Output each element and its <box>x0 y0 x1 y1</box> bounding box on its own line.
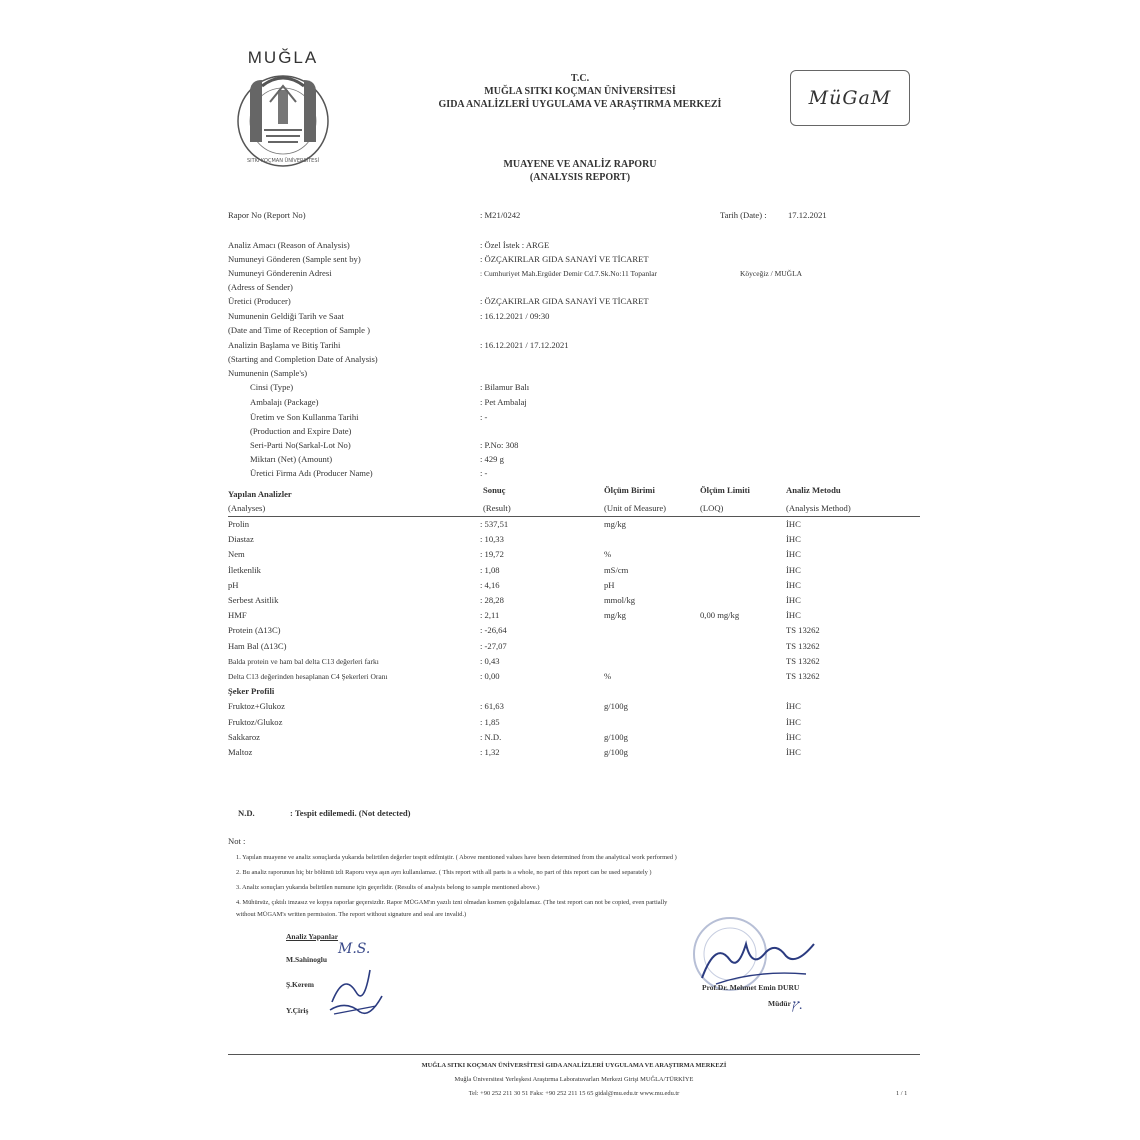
cell-analysis: Ham Bal (Δ13C) <box>228 640 287 651</box>
cell-method: İHC <box>786 579 801 590</box>
cell-result: : N.D. <box>480 731 502 742</box>
cell-unit: mg/kg <box>604 519 626 529</box>
cell-analysis: Sakkaroz <box>228 731 260 742</box>
cell-method: İHC <box>786 747 801 757</box>
sample-label: Cinsi (Type) <box>250 382 294 392</box>
nd-label: N.D. <box>238 808 255 818</box>
table-header-loq-en: (LOQ) <box>700 503 724 513</box>
cell-result: : 28,28 <box>480 595 504 605</box>
table-header-method-en: (Analysis Method) <box>786 503 851 513</box>
header-tc: T.C. <box>570 73 590 84</box>
table-header-analysis: Yapılan Analizler <box>228 489 292 499</box>
cell-method: İHC <box>786 610 801 621</box>
report-date-value: 17.12.2021 <box>788 210 827 220</box>
cell-method: İHC <box>786 534 801 545</box>
cell-result: : -26,64 <box>480 625 507 636</box>
sample-value: : Bilamur Balı <box>480 382 530 392</box>
director-initial-mark: ץ. <box>792 998 803 1013</box>
analyst-name: Ş.Kerem <box>286 980 314 989</box>
cell-analysis: İletkenlik <box>228 564 261 575</box>
sample-value: : Pet Ambalaj <box>480 397 527 407</box>
cell-result: : 61,63 <box>480 701 504 712</box>
cell-analysis: Nem <box>228 549 245 560</box>
analyst-name: M.Sahinoglu <box>286 955 328 964</box>
table-header-loq: Ölçüm Limiti <box>700 485 750 495</box>
cell-analysis: Maltoz <box>228 747 253 757</box>
report-title-tr: MUAYENE VE ANALİZ RAPORU <box>503 159 657 170</box>
sample-label: Ambalajı (Package) <box>250 397 319 407</box>
cell-analysis: Balda protein ve ham bal delta C13 değerleri farkı <box>228 656 379 666</box>
footer-line2: Muğla Üniversitesi Yerleşkesi Araştırma Laboratuvarları Merkezi Girişi MUĞLA/TÜRKİYE <box>454 1076 694 1083</box>
cell-analysis: Serbest Asitlik <box>228 595 279 605</box>
info-label: Numunenin Geldiği Tarih ve Saat <box>228 311 344 321</box>
cell-loq: 0,00 mg/kg <box>700 610 740 621</box>
header-block <box>380 72 780 111</box>
table-header-method: Analiz Metodu <box>786 485 841 495</box>
cell-analysis: Prolin <box>228 519 250 529</box>
note-item: 3. Analiz sonuçları yukarıda belirtilen numune için geçerlidir. (Results of analysis belong to sample mentioned above.) <box>236 884 540 891</box>
sample-value: : - <box>480 412 488 422</box>
sample-label: Üretim ve Son Kullanma Tarihi <box>250 412 359 422</box>
report-no-value: : M21/0242 <box>480 210 521 220</box>
info-label: (Starting and Completion Date of Analysis) <box>228 354 378 364</box>
svg-text:SITKI KOÇMAN ÜNİVERSİTESİ: SITKI KOÇMAN ÜNİVERSİTESİ <box>247 158 319 164</box>
cell-method: TS 13262 <box>786 625 820 636</box>
info-label: (Date and Time of Reception of Sample ) <box>228 325 371 335</box>
sample-label: (Production and Expire Date) <box>250 426 352 436</box>
university-logo <box>228 44 338 174</box>
cell-result: : 537,51 <box>480 519 509 529</box>
report-title <box>380 158 780 184</box>
cell-result: : 1,32 <box>480 747 500 757</box>
table-header-result: Sonuç <box>483 485 506 495</box>
analysts-title: Analiz Yapanlar <box>286 932 339 941</box>
cell-result: : -27,07 <box>480 640 507 651</box>
table-header-result-en: (Result) <box>483 503 511 513</box>
page-number: 1 / 1 <box>896 1090 908 1097</box>
footer-line1: MUĞLA SITKI KOÇMAN ÜNİVERSİTESİ GIDA ANALİZLERİ UYGULAMA VE ARAŞTIRMA MERKEZİ <box>421 1062 727 1069</box>
cell-result: : 0,43 <box>480 655 500 666</box>
info-label: Analizin Başlama ve Bitiş Tarihi <box>228 340 341 350</box>
nd-text: : Tespit edilemedi. (Not detected) <box>290 808 411 818</box>
note-item: 4. Mühürsüz, çıktılı imzasız ve kopya raporlar geçersizdir. Rapor MÜGAM'ın yazılı izni olmadan kısmen çoğaltılamaz. (The test report can not be copied, even partially <box>236 899 668 906</box>
cell-analysis: Şeker Profili <box>228 686 275 697</box>
cell-method: İHC <box>786 549 801 560</box>
director-name: Prof.Dr. Mehmet Emin DURU <box>702 983 800 992</box>
cell-unit: % <box>604 549 612 560</box>
cell-analysis: pH <box>228 579 239 590</box>
cell-unit: g/100g <box>604 731 628 742</box>
table-header-unit: Ölçüm Birimi <box>604 485 655 495</box>
cell-result: : 4,16 <box>480 579 500 590</box>
footer-rule <box>228 1054 920 1055</box>
cell-method: İHC <box>786 519 801 529</box>
cell-analysis: HMF <box>228 610 247 621</box>
cell-method: TS 13262 <box>786 655 820 666</box>
note-item: 2. Bu analiz raporunun hiç bir bölümü izli Raporu veya aşın ayrı kullanılamaz. ( This report with all parts is a whole, no part of this report can be used separately ) <box>236 869 652 876</box>
info-label: Üretici (Producer) <box>228 296 291 306</box>
analyst-initials: M.S. <box>338 941 371 957</box>
cell-method: İHC <box>786 701 801 712</box>
cell-result: : 10,33 <box>480 534 504 545</box>
info-label: (Adress of Sender) <box>228 282 293 292</box>
cell-method: TS 13262 <box>786 640 820 651</box>
analyst-name: Y.Çiriş <box>286 1006 309 1015</box>
cell-method: İHC <box>786 595 801 605</box>
info-label: Numunenin (Sample's) <box>228 368 308 378</box>
footer-line3: Tel: +90 252 211 30 51 Faks: +90 252 211 15 65 gidal@mu.edu.tr www.mu.edu.tr <box>468 1090 680 1097</box>
table-header-unit-en: (Unit of Measure) <box>604 503 667 513</box>
cell-method: İHC <box>786 564 801 575</box>
cell-unit: mS/cm <box>604 564 629 575</box>
cell-result: : 1,85 <box>480 716 500 727</box>
cell-method: TS 13262 <box>786 671 820 681</box>
cell-analysis: Fruktoz+Glukoz <box>228 701 285 712</box>
info-value: : Cumhuriyet Mah.Ergüder Demir Cd.7.Sk.No:11 Topanlar <box>480 269 658 278</box>
cell-analysis: Protein (Δ13C) <box>228 625 281 636</box>
cell-unit: pH <box>604 579 615 590</box>
cell-result: : 0,00 <box>480 671 500 681</box>
header-university: MUĞLA SITKI KOÇMAN ÜNİVERSİTESİ <box>484 86 676 97</box>
note-item: without MÜGAM's written permission. The report without signature and seal are invalid.) <box>236 911 467 918</box>
cell-method: İHC <box>786 716 801 727</box>
sample-label: Seri-Parti No(Sarkal-Lot No) <box>250 440 351 450</box>
cell-unit: mg/kg <box>604 610 626 621</box>
report-title-en: (ANALYSIS REPORT) <box>529 172 631 183</box>
cell-analysis: Diastaz <box>228 534 254 545</box>
cell-unit: g/100g <box>604 701 628 712</box>
sample-value: : - <box>480 468 488 478</box>
sample-value: : P.No: 308 <box>480 440 519 450</box>
cell-result: : 19,72 <box>480 549 504 560</box>
info-value-extra: Köyceğiz / MUĞLA <box>740 269 803 278</box>
table-header-analysis-en: (Analyses) <box>228 503 266 513</box>
director-role: Müdür <box>768 999 791 1008</box>
cell-analysis: Delta C13 değerinden hesaplanan C4 Şekerleri Oranı <box>228 672 388 681</box>
director-signature-icon <box>696 930 826 990</box>
sample-label: Üretici Firma Adı (Producer Name) <box>250 468 373 478</box>
info-value: : 16.12.2021 / 09:30 <box>480 311 550 321</box>
analyst-signature-icon <box>326 962 386 1020</box>
info-value: : Özel İstek : ARGE <box>480 240 550 250</box>
info-label: Numuneyi Gönderenin Adresi <box>228 268 332 278</box>
cell-result: : 2,11 <box>480 610 500 621</box>
header-center: GIDA ANALİZLERİ UYGULAMA VE ARAŞTIRMA MERKEZİ <box>438 99 722 110</box>
cell-unit: mmol/kg <box>604 595 636 605</box>
note-item: 1. Yapılan muayene ve analiz sonuçlarda yukarıda belirtilen değerler tespit edilmiştir. ( Above mentioned values have been determined from the analytical work performed ) <box>236 854 677 861</box>
sample-label: Miktarı (Net) (Amount) <box>250 454 333 464</box>
cell-result: : 1,08 <box>480 564 500 575</box>
cell-unit: g/100g <box>604 747 628 757</box>
sample-value: : 429 g <box>480 454 504 464</box>
report-date-label: Tarih (Date) : <box>720 210 767 220</box>
info-label: Analiz Amacı (Reason of Analysis) <box>228 240 350 250</box>
cell-method: İHC <box>786 731 801 742</box>
report-no-label: Rapor No (Report No) <box>228 210 306 220</box>
info-label: Numuneyi Gönderen (Sample sent by) <box>228 254 361 264</box>
mugam-logo <box>790 70 910 126</box>
logo-city-text: MUĞLA <box>247 48 319 67</box>
cell-unit: % <box>604 671 612 681</box>
info-value: : 16.12.2021 / 17.12.2021 <box>480 340 569 350</box>
notes-title: Not : <box>228 836 246 846</box>
table-header-rule <box>228 516 920 517</box>
info-value: : ÖZÇAKIRLAR GIDA SANAYİ VE TİCARET <box>480 254 649 264</box>
cell-analysis: Fruktoz/Glukoz <box>228 716 283 727</box>
mugam-logo-text: MüGaM <box>808 87 892 109</box>
university-seal-icon <box>234 72 332 170</box>
info-value: : ÖZÇAKIRLAR GIDA SANAYİ VE TİCARET <box>480 296 649 306</box>
